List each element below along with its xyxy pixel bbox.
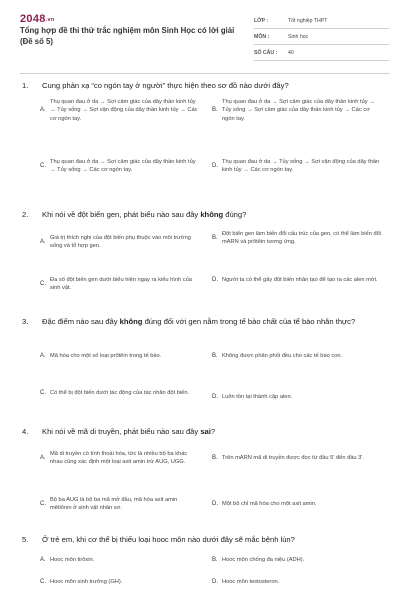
meta-value: 40 — [288, 49, 294, 56]
option-text: Hooc môn sinh trưởng (GH). — [50, 579, 123, 585]
exam-meta-table — [254, 13, 389, 61]
meta-row-subject — [254, 29, 389, 45]
question-text: Khi nói về đột biến gen, phát biểu nào sau đây không đúng? — [42, 210, 247, 219]
question-1-option-a[interactable] — [40, 98, 198, 123]
option-text: Thụ quan đau ở da → Sợi cảm giác của dây thần kinh tủy → Tủy sống → Sợi vận động của dây thần kinh tủy → Các cơ ngón tay. — [50, 99, 198, 122]
question-5-option-b[interactable] — [212, 556, 382, 564]
option-letter: D. — [212, 277, 218, 283]
question-5-option-d[interactable] — [212, 578, 382, 586]
meta-value: Tốt nghiệp THPT — [288, 17, 328, 24]
question-3-option-d[interactable] — [212, 393, 382, 401]
option-letter: C. — [40, 163, 46, 170]
option-text: Không được phân phối đều cho các tế bào con. — [222, 353, 343, 359]
option-letter: A. — [40, 455, 46, 462]
option-letter: B. — [212, 107, 218, 114]
option-text: Có thể bị đột biến dưới tác động của tác nhân đột biến. — [50, 390, 190, 396]
question-1-option-b[interactable] — [212, 98, 382, 123]
option-text: Thụ quan đau ở da → Sợi cảm giác của dây thần kinh tủy → Tủy sống → Các cơ ngón tay. — [50, 159, 196, 174]
question-text: Ở trẻ em, khi cơ thể bị thiếu loại hooc môn nào dưới đây sẽ mắc bệnh lùn? — [42, 535, 295, 544]
option-letter: A. — [40, 239, 46, 246]
question-5-option-a[interactable] — [40, 556, 198, 564]
site-logo[interactable]: 2048.vn — [20, 13, 55, 25]
question-1-option-d[interactable] — [212, 158, 382, 175]
option-text: Một bộ chỉ mã hóa cho một axit amin. — [222, 501, 317, 507]
meta-row-class — [254, 13, 389, 29]
option-letter: B. — [212, 235, 218, 242]
question-2-heading — [22, 210, 380, 221]
question-2-option-a[interactable] — [40, 234, 198, 251]
option-letter: C. — [40, 501, 46, 508]
option-letter: D. — [212, 163, 218, 170]
question-number: 5. — [22, 535, 29, 544]
option-text: Hooc môn chống đa niệu (ADH). — [222, 557, 305, 563]
header-divider — [20, 73, 390, 74]
question-number: 4. — [22, 427, 29, 436]
question-4-option-c[interactable] — [40, 496, 198, 513]
option-letter: A. — [40, 107, 46, 114]
option-letter: D. — [212, 579, 218, 585]
meta-label: MÔN : — [254, 33, 270, 40]
option-text: Thụ quan đau ở da → Sợi cảm giác của dây thần kinh tủy → Tủy sống → Sợi cảm giác của dây thần kinh tủy → Các cơ ngón tay. — [222, 99, 375, 122]
option-text: Mã hóa cho một số loại prôtêin trong tế bào. — [50, 353, 162, 359]
option-text: Đa số đột biến gen dưới biểu hiện ngay ra kiểu hình của sinh vật. — [50, 277, 192, 292]
meta-label: SỐ CÂU : — [254, 49, 278, 56]
option-letter: D. — [212, 394, 218, 400]
question-text: Đặc điểm nào sau đây không đúng đối với gen nằm trong tế bào chất của tế bào nhân thực? — [42, 317, 356, 326]
meta-row-question-count — [254, 45, 389, 61]
question-2-option-c[interactable] — [40, 276, 198, 293]
option-letter: B. — [212, 557, 218, 563]
question-4-heading — [22, 427, 380, 438]
option-text: Hooc môn testosteron. — [222, 579, 280, 585]
option-text: Mã di truyền có tính thoái hóa, tức là nhiều bộ ba khác nhau cùng xác định một loại axit amin trừ AUG, UGG. — [50, 451, 188, 466]
question-text: Cung phản xạ “co ngón tay ở người” thực hiện theo sơ đồ nào dưới đây? — [42, 81, 289, 90]
option-text: Bộ ba AUG là bộ ba mã mở đầu, mã hóa axit amin mêtiônin ở sinh vật nhân sơ. — [50, 497, 178, 512]
question-4-option-b[interactable] — [212, 454, 382, 462]
question-1-heading — [22, 81, 380, 92]
option-letter: A. — [40, 557, 46, 563]
question-text: Khi nói về mã di truyền, phát biểu nào sau đây sai? — [42, 427, 216, 436]
option-text: Trên mARN mã di truyền được đọc từ đầu 5' đến đầu 3'. — [222, 455, 364, 461]
option-text: Luôn tồn tại thành cặp alen. — [222, 394, 293, 400]
meta-value: Sinh học — [288, 33, 309, 40]
option-letter: C. — [40, 579, 46, 585]
meta-label: LỚP : — [254, 17, 269, 24]
question-3-option-a[interactable] — [40, 352, 198, 360]
option-text: Người ta có thể gây đột biến nhân tạo để tạo ra các alen mới. — [222, 277, 378, 283]
question-4-option-a[interactable] — [40, 450, 198, 467]
question-5-heading — [22, 535, 380, 546]
question-4-option-d[interactable] — [212, 500, 382, 508]
option-text: Đột biến gen làm biến đổi cấu trúc của gen, có thể làm biến đổi mARN và prôtêin tương ứng. — [222, 231, 382, 246]
question-3-option-b[interactable] — [212, 352, 382, 360]
question-number: 3. — [22, 317, 29, 326]
question-2-option-b[interactable] — [212, 230, 382, 247]
option-letter: B. — [212, 455, 218, 461]
question-number: 2. — [22, 210, 29, 219]
option-letter: C. — [40, 390, 46, 396]
option-letter: A. — [40, 353, 46, 359]
question-3-heading — [22, 317, 380, 328]
option-text: Hooc môn tirôxin. — [50, 557, 95, 563]
question-number: 1. — [22, 81, 29, 90]
document-title: Tổng hợp đề thi thử trắc nghiệm môn Sinh Học có lời giải (Đề số 5) — [20, 26, 235, 46]
option-letter: C. — [40, 281, 46, 288]
option-text: Thụ quan đau ở da → Tủy sống → Sợi vận động của dây thần kinh tủy → Các cơ ngón tay. — [222, 159, 380, 174]
question-3-option-c[interactable] — [40, 389, 198, 397]
question-5-option-c[interactable] — [40, 578, 198, 586]
option-letter: B. — [212, 353, 218, 359]
option-text: Giá trị thích nghi của đột biến phụ thuộc vào môi trường sống và tổ hợp gen. — [50, 235, 191, 250]
option-letter: D. — [212, 501, 218, 507]
question-1-option-c[interactable] — [40, 158, 198, 175]
question-2-option-d[interactable] — [212, 276, 382, 284]
page-header — [0, 0, 400, 72]
